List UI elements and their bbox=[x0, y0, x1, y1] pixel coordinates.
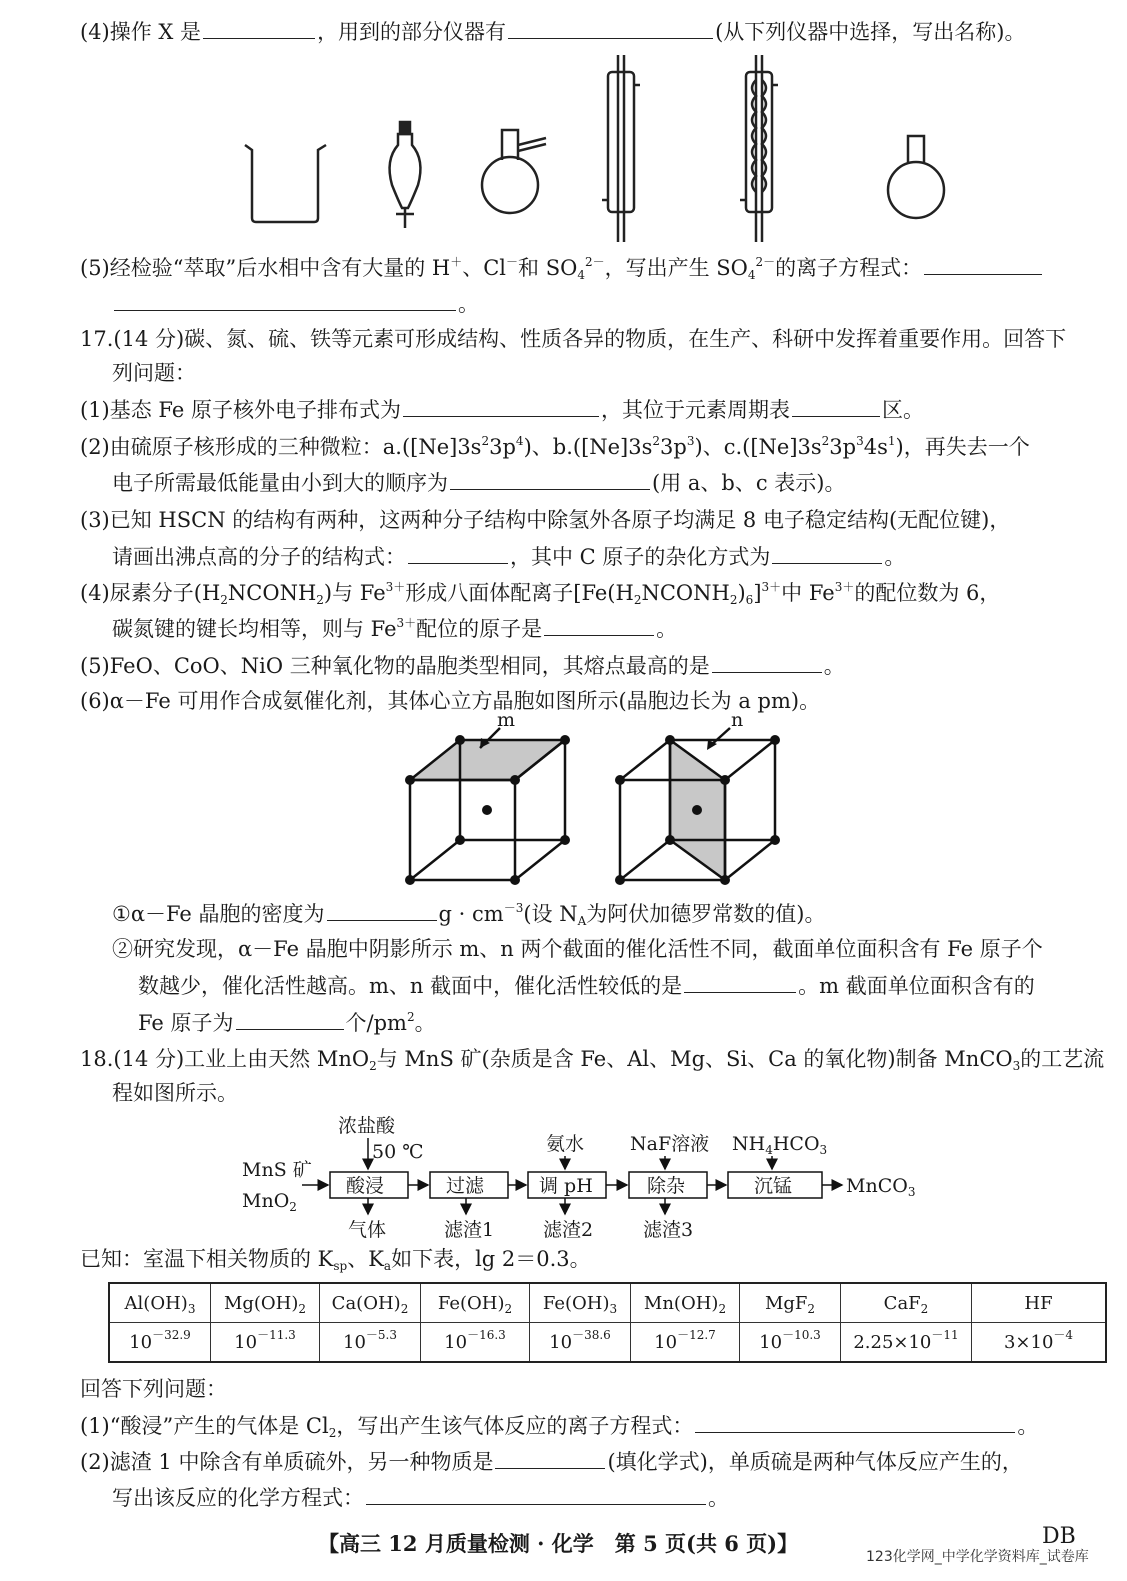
input-mns: MnS 矿 bbox=[242, 1159, 312, 1181]
residue-3: 滤渣3 bbox=[643, 1219, 694, 1241]
bcc-unit-cell-figure bbox=[395, 710, 795, 890]
answer-blank[interactable] bbox=[684, 970, 796, 993]
answer-blank[interactable] bbox=[327, 898, 437, 921]
box-precipitate-mn-label: 沉锰 bbox=[754, 1175, 793, 1197]
answer-blank[interactable] bbox=[772, 541, 882, 564]
cell-m bbox=[410, 728, 565, 880]
q17-part6: (6)α－Fe 可用作合成氨催化剂，其体心立方晶胞如图所示(晶胞边长为 a pm)。 bbox=[80, 689, 821, 713]
reagent-ammonia: 氨水 bbox=[546, 1133, 585, 1155]
q18-heading: 18.(14 分)工业上由天然 MnO$_2$与 MnS 矿(杂质是含 Fe、Al、Mg、Si、Ca 的氧化物)制备 MnCO$_3$的工艺流 bbox=[80, 1047, 1105, 1073]
table-row: $Al(OH)_3$ $Mg(OH)_2$ $Ca(OH)_2$ $Fe(OH)_2$ $Fe(OH)_3$ $Mn(OH)_2$ MgF$_2$ CaF$_2$ HF bbox=[109, 1283, 1106, 1323]
q16-part5: (5)经检验“萃取”后水相中含有大量的 H＋、Cl－和 $SO_4^{2-}$，写出产生 $SO_4^{2-}$的离子方程式： bbox=[80, 252, 1044, 282]
q18-heading-line2: 程如图所示。 bbox=[112, 1081, 238, 1105]
q17-part2-line2: 电子所需最低能量由小到大的顺序为 (用 a、b、c 表示)。 bbox=[112, 467, 845, 497]
box-purify-label: 除杂 bbox=[647, 1175, 686, 1197]
label-n: n bbox=[731, 710, 744, 731]
box-filter-label: 过滤 bbox=[446, 1175, 485, 1197]
answer-blank[interactable] bbox=[792, 394, 880, 417]
byproduct-gas: 气体 bbox=[348, 1219, 387, 1241]
watermark: 123化学网_中学化学资料库_试卷库 bbox=[866, 1549, 1089, 1565]
q17-part4: (4)尿素分子$(H_2NCONH_2)$与 $Fe^{3+}$形成八面体配离子$[Fe(H_2NCONH_2)_6]^{3+}$中 $Fe^{3+}$的配位数为 6， bbox=[80, 580, 1001, 607]
apparatus-figure bbox=[230, 50, 960, 250]
answer-blank[interactable] bbox=[544, 613, 654, 636]
answer-blank[interactable] bbox=[408, 541, 508, 564]
q18-part2: (2)滤渣 1 中除含有单质硫外，另一种物质是 (填化学式)，单质硫是两种气体反应产生的， bbox=[80, 1446, 1023, 1476]
table-row: $10^{-32.9}$ $10^{-11.3}$ $10^{-5.3}$ $10^{-16.3}$ $10^{-38.6}$ $10^{-12.7}$ $10^{-10.3}$ $2.25\times 10^{-11}$ $3\times 10^{-4}$ bbox=[109, 1323, 1106, 1363]
residue-2: 滤渣2 bbox=[543, 1219, 594, 1241]
answer-blank[interactable] bbox=[450, 467, 650, 490]
q17-heading: 17.(14 分)碳、氮、硫、铁等元素可形成结构、性质各异的物质，在生产、科研中发挥着重要作用。回答下 bbox=[80, 327, 1067, 351]
answer-blank[interactable] bbox=[712, 650, 822, 673]
product-mnco3: MnCO$_3$ bbox=[846, 1175, 916, 1199]
answer-blank[interactable] bbox=[236, 1007, 344, 1030]
label-m: m bbox=[497, 710, 516, 731]
reagent-naf: NaF溶液 bbox=[630, 1133, 710, 1155]
q16-part5-line2: 。 bbox=[112, 288, 479, 318]
q17-sub2-line3: Fe 原子为 个$/pm^2$。 bbox=[138, 1007, 436, 1037]
answer-blank[interactable] bbox=[924, 252, 1042, 275]
process-flow-diagram bbox=[240, 1112, 930, 1247]
temperature-label: 50 ℃ bbox=[372, 1141, 424, 1163]
answer-blank[interactable] bbox=[495, 1446, 605, 1469]
bulb-condenser-icon bbox=[740, 55, 778, 242]
answer-blank[interactable] bbox=[366, 1482, 706, 1505]
answer-blank[interactable] bbox=[695, 1410, 1015, 1433]
q17-part1: (1)基态 Fe 原子核外电子排布式为 ，其位于元素周期表 区。 bbox=[80, 394, 924, 424]
q18-known: 已知：室温下相关物质的 $K_{sp}$、$K_a$如下表，lg 2＝0.3。 bbox=[80, 1247, 591, 1273]
box-acid-leach-label: 酸浸 bbox=[346, 1175, 385, 1197]
residue-1: 滤渣1 bbox=[444, 1219, 495, 1241]
q18-part2-line2: 写出该反应的化学方程式： 。 bbox=[112, 1482, 729, 1512]
box-adjust-ph-label: 调 pH bbox=[539, 1175, 593, 1197]
q17-part5: (5)FeO、CoO、NiO 三种氧化物的晶胞类型相同，其熔点最高的是 。 bbox=[80, 650, 845, 680]
q18-answer-prompt: 回答下列问题： bbox=[80, 1377, 227, 1401]
answer-blank[interactable] bbox=[508, 16, 713, 39]
q16-part4: (4)操作 X 是 ，用到的部分仪器有 (从下列仪器中选择，写出名称)。 bbox=[80, 16, 1025, 46]
separatory-funnel-icon bbox=[390, 122, 421, 228]
answer-blank[interactable] bbox=[403, 394, 599, 417]
straight-condenser-icon bbox=[602, 55, 640, 242]
page-footer: 【高三 12 月质量检测 · 化学 第 5 页(共 6 页)】 bbox=[318, 1531, 799, 1556]
q17-heading-line2: 列问题： bbox=[112, 361, 196, 385]
q17-sub1: ①α－Fe 晶胞的密度为 $g \cdot cm^{-3}$(设 $N_A$为阿伏加德罗常数的值)。 bbox=[112, 898, 825, 928]
answer-blank[interactable] bbox=[203, 16, 315, 39]
q17-part3-line2: 请画出沸点高的分子的结构式： ，其中 C 原子的杂化方式为 。 bbox=[112, 541, 905, 571]
distillation-flask-icon bbox=[482, 130, 546, 213]
ksp-table bbox=[108, 1282, 1107, 1363]
q17-sub2-line2: 数越少，催化活性越高。m、n 截面中，催化活性较低的是 。m 截面单位面积含有的 bbox=[138, 970, 1035, 1000]
q17-part3: (3)已知 HSCN 的结构有两种，这两种分子结构中除氢外各原子均满足 8 电子稳定结构(无配位键)， bbox=[80, 508, 1011, 532]
answer-blank[interactable] bbox=[114, 288, 456, 311]
paper-code: DB bbox=[1042, 1524, 1076, 1549]
reagent-hcl: 浓盐酸 bbox=[338, 1115, 396, 1137]
reagent-nh4hco3: $NH_4HCO_3$ bbox=[732, 1133, 828, 1157]
q17-part2: (2)由硫原子核形成的三种微粒：$a.([Ne]3s^23p^4)$、$b.([Ne]3s^23p^3)$、$c.([Ne]3s^23p^34s^1)$，再失去一个 bbox=[80, 434, 1030, 459]
round-bottom-flask-icon bbox=[888, 136, 944, 218]
beaker-icon bbox=[245, 145, 326, 222]
q18-part1: (1)“酸浸”产生的气体是 $Cl_2$，写出产生该气体反应的离子方程式： 。 bbox=[80, 1410, 1038, 1440]
q17-part4-line2: 碳氮键的键长均相等，则与 $Fe^{3+}$配位的原子是 。 bbox=[112, 613, 677, 643]
cell-n bbox=[620, 728, 775, 880]
q17-sub2: ②研究发现，α－Fe 晶胞中阴影所示 m、n 两个截面的催化活性不同，截面单位面积含有 Fe 原子个 bbox=[112, 937, 1043, 961]
input-mno2: MnO$_2$ bbox=[242, 1190, 297, 1214]
